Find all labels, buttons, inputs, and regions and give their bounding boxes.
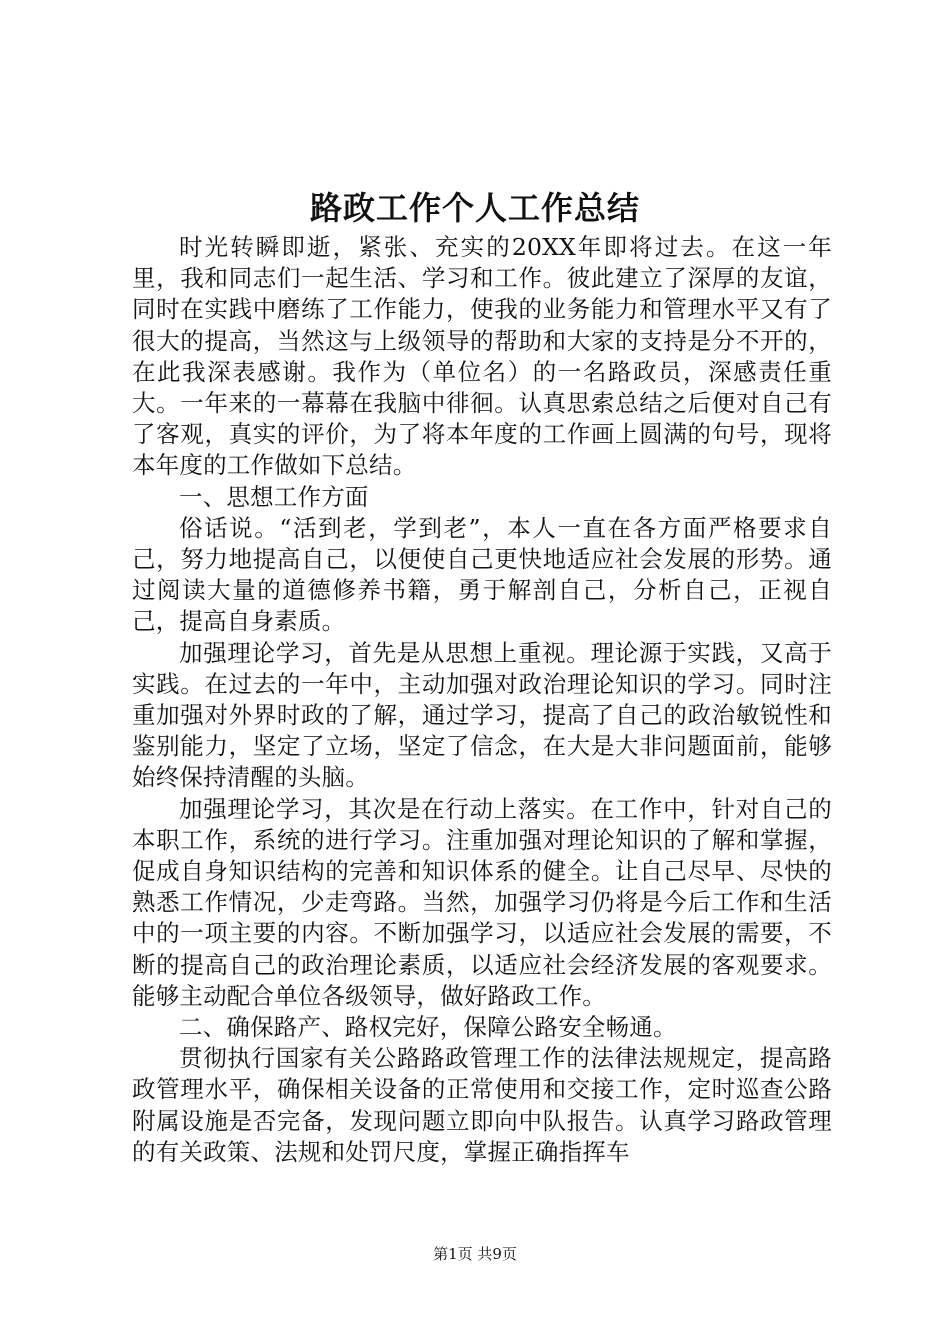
- paragraph-self-requirement: 俗话说。“活到老，学到老”，本人一直在各方面严格要求自己，努力地提高自己，以便使自己更快地适应社会发展的形势。通过阅读大量的道德修养书籍，勇于解剖自己，分析自己，正视自己，提高自身素质。: [132, 513, 832, 636]
- section-heading-road-safety: 二、确保路产、路权完好，保障公路安全畅通。: [179, 1013, 677, 1042]
- page-number-footer: 第1页 共9页: [433, 1245, 517, 1263]
- paragraph-theory-study-thought: 加强理论学习，首先是从思想上重视。理论源于实践，又高于实践。在过去的一年中，主动加强对政治理论知识的学习。同时注重加强对外界时政的了解，通过学习，提高了自己的政治敏锐性和鉴别能力，坚定了立场，坚定了信念，在大是大非问题面前，能够始终保持清醒的头脑。: [132, 638, 832, 792]
- paragraph-theory-study-action: 加强理论学习，其次是在行动上落实。在工作中，针对自己的本职工作，系统的进行学习。注重加强对理论知识的了解和掌握，促成自身知识结构的完善和知识体系的健全。让自己尽早、尽快的熟悉工作情况，少走弯路。当然，加强学习仍将是今后工作和生活中的一项主要的内容。不断加强学习，以适应社会发展的需要，不断的提高自己的政治理论素质，以适应社会经济发展的客观要求。能够主动配合单位各级领导，做好路政工作。: [132, 794, 832, 1010]
- paragraph-road-management: 贯彻执行国家有关公路路政管理工作的法律法规规定，提高路政管理水平，确保相关设备的正常使用和交接工作，定时巡查公路附属设施是否完备，发现问题立即向中队报告。认真学习路政管理的有关政策、法规和处罚尺度，掌握正确指挥车: [132, 1044, 832, 1166]
- section-heading-thought: 一、思想工作方面: [179, 482, 369, 511]
- document-title: 路政工作个人工作总结: [309, 189, 640, 227]
- paragraph-intro: 时光转瞬即逝，紧张、充实的20XX年即将过去。在这一年里，我和同志们一起生活、学习和工作。彼此建立了深厚的友谊，同时在实践中磨练了工作能力，使我的业务能力和管理水平又有了很大的提高，当然这与上级领导的帮助和大家的支持是分不开的，在此我深表感谢。我作为（单位名）的一名路政员，深感责任重大。一年来的一幕幕在我脑中徘徊。认真思索总结之后便对自己有了客观，真实的评价，为了将本年度的工作画上圆满的句号，现将本年度的工作做如下总结。: [132, 233, 832, 480]
- document-body: [132, 232, 832, 1168]
